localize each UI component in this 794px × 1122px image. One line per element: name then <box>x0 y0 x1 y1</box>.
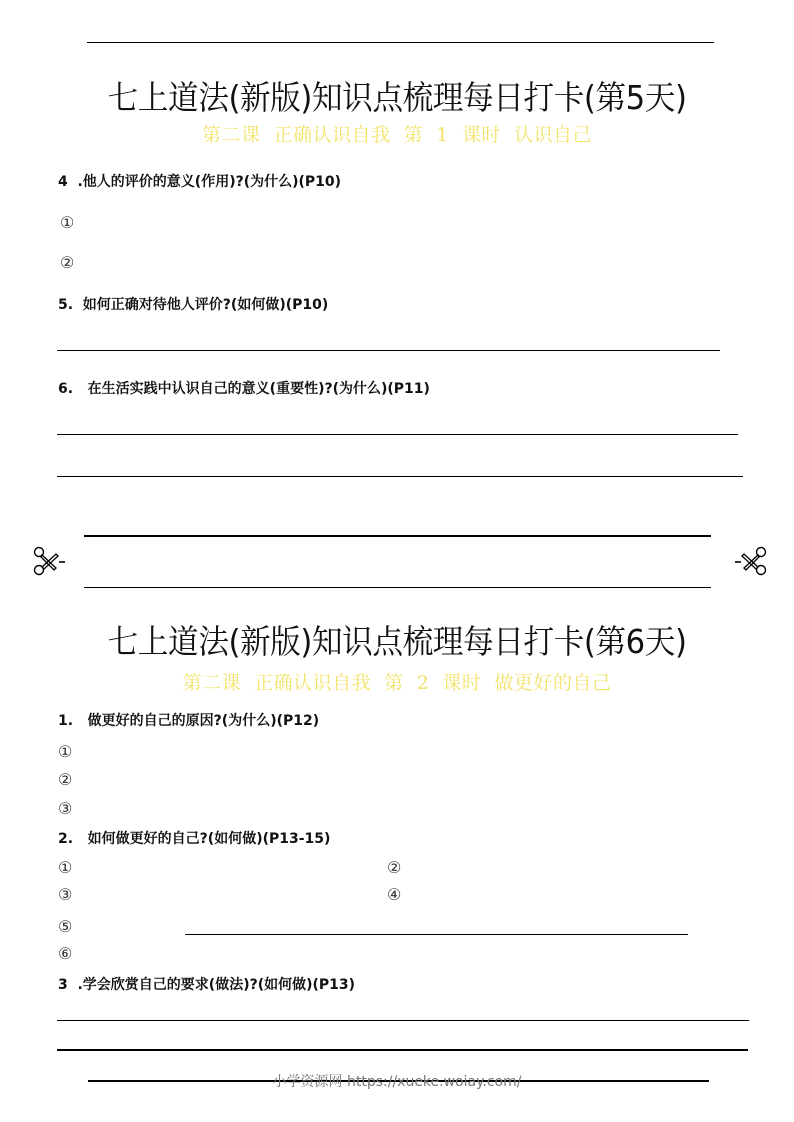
answer-line[interactable] <box>57 350 720 351</box>
answer-marker-1: ① <box>58 858 73 877</box>
scissors-icon <box>734 546 768 576</box>
answer-marker-1: ① <box>60 213 75 232</box>
day5-subtitle: 第二课 正确认识自我 第 1 课时 认识自己 <box>202 124 592 146</box>
answer-line[interactable] <box>57 476 743 477</box>
divider-rule-top <box>84 535 711 537</box>
day5-title: 七上道法(新版)知识点梳理每日打卡(第5天) <box>107 78 687 117</box>
answer-marker-1: ① <box>58 742 73 761</box>
day5-question-5: 5. 如何正确对待他人评价?(如何做)(P10) <box>58 297 329 313</box>
answer-marker-3: ③ <box>58 799 73 818</box>
footer-watermark: 小学资源网 https://xueke.woiay.com/ <box>272 1074 522 1090</box>
answer-marker-2: ② <box>60 253 75 272</box>
day6-question-2: 2. 如何做更好的自己?(如何做)(P13-15) <box>58 831 331 847</box>
answer-marker-2: ② <box>58 770 73 789</box>
day6-title: 七上道法(新版)知识点梳理每日打卡(第6天) <box>107 622 687 661</box>
divider-rule-bottom <box>84 587 711 588</box>
scissors-icon <box>32 546 66 576</box>
answer-line[interactable] <box>57 1020 749 1021</box>
day5-question-4: 4 .他人的评价的意义(作用)?(为什么)(P10) <box>58 174 342 190</box>
top-rule <box>87 42 714 43</box>
day6-subtitle: 第二课 正确认识自我 第 2 课时 做更好的自己 <box>182 672 612 694</box>
answer-marker-6: ⑥ <box>58 944 73 963</box>
answer-marker-2: ② <box>387 858 402 877</box>
answer-line[interactable] <box>185 934 688 935</box>
day6-question-1: 1. 做更好的自己的原因?(为什么)(P12) <box>58 713 320 729</box>
day5-question-6: 6. 在生活实践中认识自己的意义(重要性)?(为什么)(P11) <box>58 381 430 397</box>
answer-line[interactable] <box>57 434 738 435</box>
answer-marker-3: ③ <box>58 885 73 904</box>
answer-marker-5: ⑤ <box>58 917 73 936</box>
answer-line[interactable] <box>57 1049 748 1051</box>
day6-question-3: 3 .学会欣赏自己的要求(做法)?(如何做)(P13) <box>58 977 356 993</box>
answer-marker-4: ④ <box>387 885 402 904</box>
